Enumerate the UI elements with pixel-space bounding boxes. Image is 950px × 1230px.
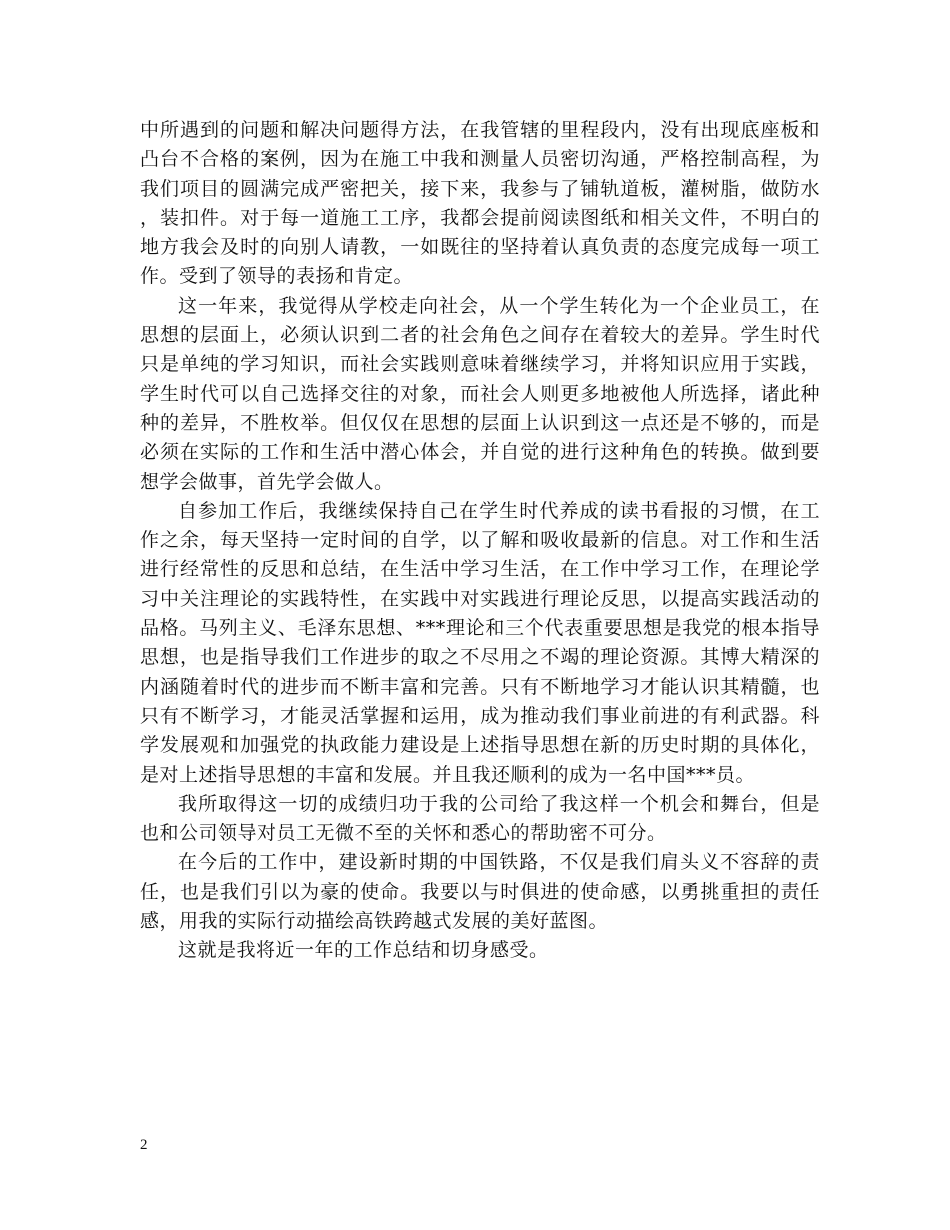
page-number: 2 xyxy=(140,1137,148,1153)
document-body xyxy=(140,116,820,966)
paragraph-5: 在今后的工作中，建设新时期的中国铁路，不仅是我们肩头义不容辞的责任，也是我们引以为豪的使命。我要以与时俱进的使命感，以勇挑重担的责任感，用我的实际行动描绘高铁跨越式发展的美好蓝图。 xyxy=(140,851,820,933)
paragraph-6: 这就是我将近一年的工作总结和切身感受。 xyxy=(178,939,549,962)
paragraph-4: 我所取得这一切的成绩归功于我的公司给了我这样一个机会和舞台，但是也和公司领导对员工无微不至的关怀和悉心的帮助密不可分。 xyxy=(140,792,820,845)
paragraph-1: 中所遇到的问题和解决问题得方法，在我管辖的里程段内，没有出现底座板和凸台不合格的案例，因为在施工中我和测量人员密切沟通，严格控制高程，为我们项目的圆满完成严密把关，接下来，我参与了铺轨道板，灌树脂，做防水，装扣件。对于每一道施工工序，我都会提前阅读图纸和相关文件，不明白的地方我会及时的向别人请教，一如既往的坚持着认真负责的态度完成每一项工作。受到了领导的表扬和肯定。 xyxy=(140,119,820,288)
paragraph-3: 自参加工作后，我继续保持自己在学生时代养成的读书看报的习惯，在工作之余，每天坚持一定时间的自学，以了解和吸收最新的信息。对工作和生活进行经常性的反思和总结，在生活中学习生活，在工作中学习工作，在理论学习中关注理论的实践特性，在实践中对实践进行理论反思，以提高实践活动的品格。马列主义、毛泽东思想、***理论和三个代表重要思想是我党的根本指导思想，也是指导我们工作进步的取之不尽用之不竭的理论资源。其博大精深的内涵随着时代的进步而不断丰富和完善。只有不断地学习才能认识其精髓，也只有不断学习，才能灵活掌握和运用，成为推动我们事业前进的有利武器。科学发展观和加强党的执政能力建设是上述指导思想在新的历史时期的具体化，是对上述指导思想的丰富和发展。并且我还顺利的成为一名中国***员。 xyxy=(140,499,820,786)
paragraph-2: 这一年来，我觉得从学校走向社会，从一个学生转化为一个企业员工，在思想的层面上，必须认识到二者的社会角色之间存在着较大的差异。学生时代只是单纯的学习知识，而社会实践则意味着继续学习，并将知识应用于实践，学生时代可以自己选择交往的对象，而社会人则更多地被他人所选择，诸此种种的差异，不胜枚举。但仅仅在思想的层面上认识到这一点还是不够的，而是必须在实际的工作和生活中潜心体会，并自觉的进行这种角色的转换。做到要想学会做事，首先学会做人。 xyxy=(140,294,820,493)
